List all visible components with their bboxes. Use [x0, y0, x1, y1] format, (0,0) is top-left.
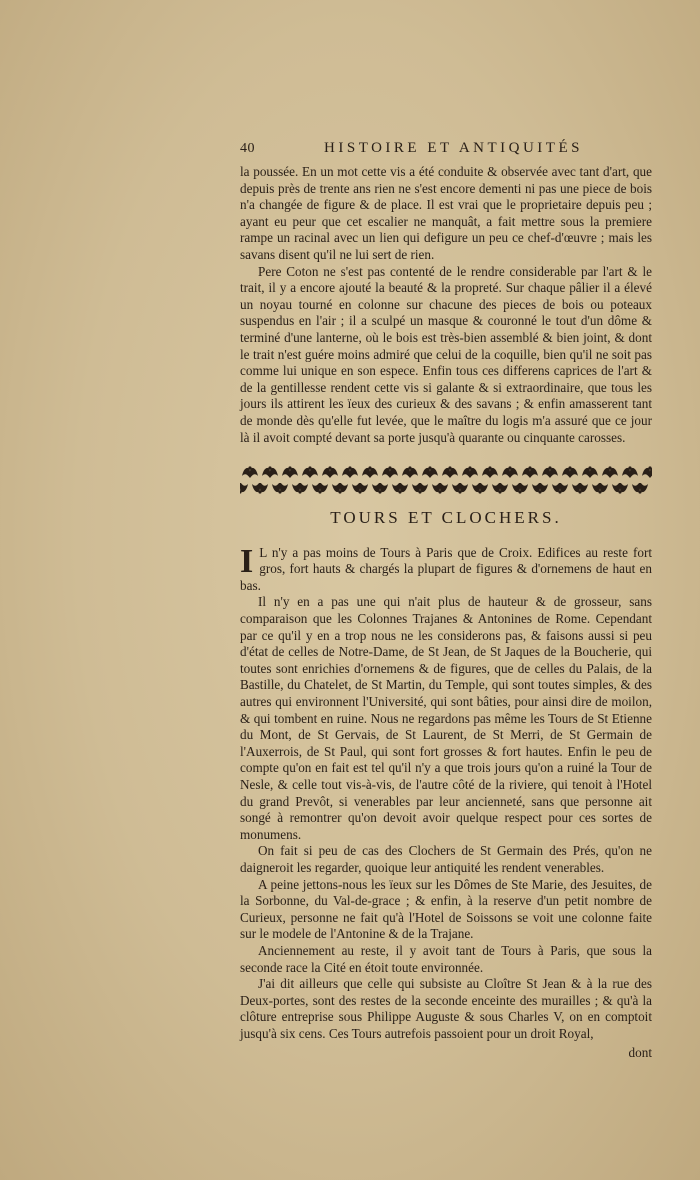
opening-text: L n'y a pas moins de Tours à Paris que de Croix. Edifices au reste fort gros, fort hauts & chargés la plupart de figures & d'ornemens de haut en bas.	[240, 544, 652, 593]
drop-cap: I	[240, 542, 254, 580]
page-number: 40	[240, 141, 255, 156]
ornament-band-graphic	[240, 464, 652, 500]
paragraph-domes: A peine jettons-nous les ïeux sur les Dômes de Ste Marie, des Jesuites, de la Sorbonne, du Val-de-grace ; & enfin, à la reserve d'un petit nombre de Curieux, personne ne fait qu'à l'Hotel de Soissons se voit une colonne faite sur le modele de l'Antonine & de la Trajane.	[240, 876, 652, 942]
running-head	[240, 140, 652, 164]
text-block	[240, 140, 652, 1061]
paragraph-continued: la pousséе. En un mot cette vis a été conduite & observée avec tant d'art, que depuis près de trente ans rien ne s'est encore dementi ni pas une piece de bois n'a changée de figure & de place. Il est vrai que le proprietaire depuis peu ; ayant eu peur que cet escalier ne manquât, a fait mettre sous la premiere rampe un racinal avec un lien qui defigure un peu ce chef-d'œuvre ; mais les savans disent qu'il ne lui sert de rien.	[240, 164, 652, 262]
paragraph-anciennement: Anciennement au reste, il y avoit tant de Tours à Paris, que sous la seconde race la Cité en étoit toute environnée.	[240, 942, 652, 975]
paragraph-clochers: On fait si peu de cas des Clochers de St Germain des Prés, qu'on ne daigneroit les regarder, quoique leur antiquité les rendent venerables.	[240, 843, 652, 875]
decorative-ornament-band	[240, 464, 652, 500]
paragraph-section-opening	[240, 542, 652, 595]
paragraph-tours: Il n'y en a pas une qui n'ait plus de hauteur & de grosseur, sans comparaison que les Colonnes Trajanes & Antonines de Rome. Cependant par ce qu'il y en a trop nous ne les considerons pas, & faisons aussi si peu d'état de celles de Notre-Dame, de St Jean, de St Jaques de la Boucherie, qui toutes sont enrichies d'ornemens & de figures, que de celles du Palais, de la Bastille, du Chatelet, de St Martin, du Temple, qui sont toutes simples, & des autres qui environnent l'Université, qui sont bâties, pour ainsi dire de moilon, & qui tombent en ruine. Nous ne regardons pas même les Tours de St Etienne du Mont, de St Gervais, de St Laurent, de St Merri, de St Germain de l'Auxerrois, de St Paul, qui sont fort grosses & fort hautes. Enfin le peu de compte qu'on en fait est tel qu'il n'y a que trois jours qu'on a ruiné la Tour de Nesle, & celle tout vis-à-vis, de l'autre côté de la riviere, qui tenoit à l'Hotel du grand Prevôt, si venerables par leur ancienneté, sans que personne ait songé à remontrer qu'on devoit avoir quelque respect pour ces sortes de monumens.	[240, 594, 652, 842]
paragraph-cloitre: J'ai dit ailleurs que celle qui subsiste au Cloître St Jean & à la rue des Deux-portes, sont des restes de la seconde enceinte des murailles ; & qu'à la clôture entreprise sous Philippe Auguste & sous Charles V, on en comptoit jusqu'à six cens. Ces Tours autrefois passoient pour un droit Royal,	[240, 976, 652, 1041]
paragraph-pere-coton: Pere Coton ne s'est pas contenté de le rendre considerable par l'art & le trait, il y a encore ajouté la beauté & la propreté. Sur chaque pâlier il a élevé un noyau tourné en colonne sur chacune des pieces de bois ou poteaux suspendus en l'air ; il a sculpé un masque & couronné le tout d'un dôme & terminé d'une lanterne, où le bois est très-bien assemblé & bien joint, & dont le trait n'est guére moins admiré que celui de la coquille, bien qu'il ne soit pas comme lui unique en son espece. Enfin tous ces differens caprices de l'art & de la gentillesse rendent cette vis si galante & si extraordinaire, que tous les jours ils attirent les ïeux des curieux & des savans ; & enfin amasserent tant de monde dès qu'elle fut levée, que le maître du logis m'a assuré que ce jour là il avoit compté devant sa porte jusqu'à quarante ou cinquante carosses.	[240, 263, 652, 445]
catchword: dont	[628, 1044, 652, 1060]
running-title: HISTOIRE ET ANTIQUITÉS	[324, 140, 583, 156]
section-title: TOURS ET CLOCHERS.	[330, 508, 562, 528]
